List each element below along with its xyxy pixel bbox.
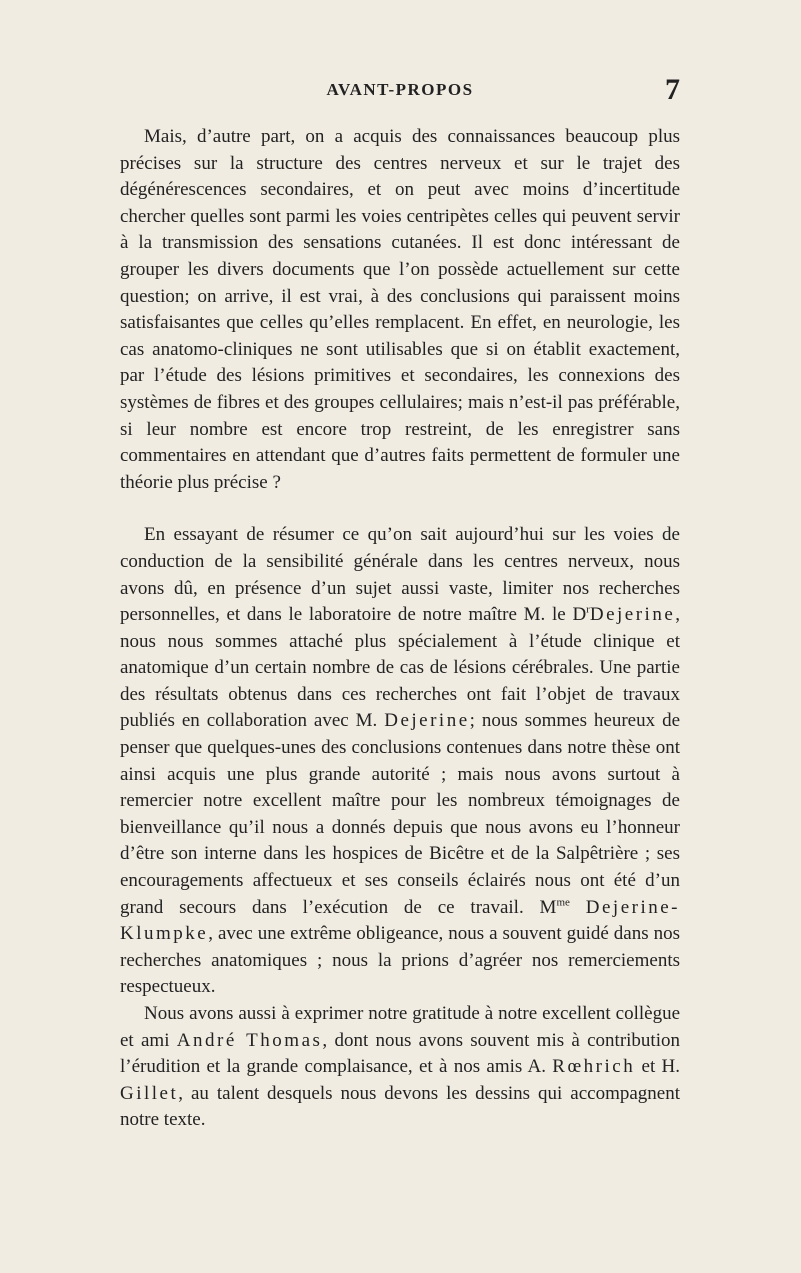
running-title: AVANT-PROPOS [326, 80, 474, 99]
name-dejerine-2: Dejerine [384, 710, 470, 732]
paragraph-2-text-1: En essayant de résumer ce qu’on sait aujourd’hui sur les voies de conduction de la sensibilité générale dans les centres nerveux, nous avons dû, en présence d’un sujet aussi vaste, limiter nos recherches personnelles, et dans le laboratoire de notre maître M. le D [120, 524, 680, 626]
paragraph-2-text-2: , nous nous sommes attaché plus spécialement à l’étude clinique et anatomique d’un certain nombre de cas de lésions cérébrales. Une partie des résultats obtenus dans ces recherches ont fait l’objet de travaux publiés en collaboration avec M. [120, 604, 680, 732]
name-gillet: Gillet [120, 1082, 179, 1104]
name-dejerine-klumpke: Dejerine-Klumpke [120, 896, 680, 945]
paragraph-2-text-4: , avec une extrême obligeance, nous a souvent guidé dans nos recherches anatomiques ; nous la prions d’agréer nos remerciements respectueux. [120, 923, 680, 998]
name-andre-thomas: André Thomas [176, 1029, 323, 1051]
paragraph-3-text-1: Nous avons aussi à exprimer notre gratitude à notre excellent collègue et ami [120, 1003, 680, 1051]
name-roehrich: Rœhrich [552, 1056, 636, 1078]
paragraph-3-text-3: et H. [635, 1056, 680, 1078]
superscript-docteur: r [586, 603, 590, 616]
paragraph-3-text-2: , dont nous avons souvent mis à contribution l’érudition et la grande complaisance, et à nos amis A. [120, 1029, 680, 1078]
paragraph-3 [120, 1001, 680, 1134]
paragraph-2-text-3: ; nous sommes heureux de penser que quelques-unes des conclusions contenues dans notre thèse ont ainsi acquis une plus grande autorité ; mais nous avons surtout à remercier notre excellent maître pour les nombreux témoignages de bienveillance qu’il nous a donnés depuis que nous avons eu l’honneur d’être son interne dans les hospices de Bicêtre et de la Salpêtrière ; ses encouragements affectueux et ses conseils éclairés nous ont été d’un grand secours dans l’exécution de ce travail. M [120, 710, 680, 918]
name-dejerine: Dejerine [589, 604, 676, 626]
body-text [120, 124, 680, 1134]
paragraph-1: Mais, d’autre part, on a acquis des connaissances beaucoup plus précises sur la structure des centres nerveux et sur le trajet des dégénérescences secondaires, et on peut avec moins d’incertitude chercher quelles sont parmi les voies centripètes celles qui peuvent servir à la transmission des sensations cutanées. Il est donc intéressant de grouper les divers documents que l’on possède actuellement sur cette question; on arrive, il est vrai, à des conclusions qui paraissent moins satisfaisantes que celles qu’elles remplacent. En effet, en neurologie, les cas anatomo-cliniques ne sont utilisables que si on établit exactement, par l’étude des lésions primitives et secondaires, les connexions des systèmes de fibres et des groupes cellulaires; mais n’est-il pas préférable, si leur nombre est encore trop restreint, de les enregistrer sans commentaires en attendant que d’autres faits permettent de formuler une théorie plus précise ? [120, 126, 680, 493]
paragraph-2 [120, 522, 680, 1001]
running-head [120, 73, 680, 106]
superscript-madame: me [556, 896, 570, 909]
paragraph-3-text-4: , au talent desquels nous devons les dessins qui accompagnent notre texte. [120, 1082, 680, 1131]
page-number: 7 [665, 73, 680, 106]
